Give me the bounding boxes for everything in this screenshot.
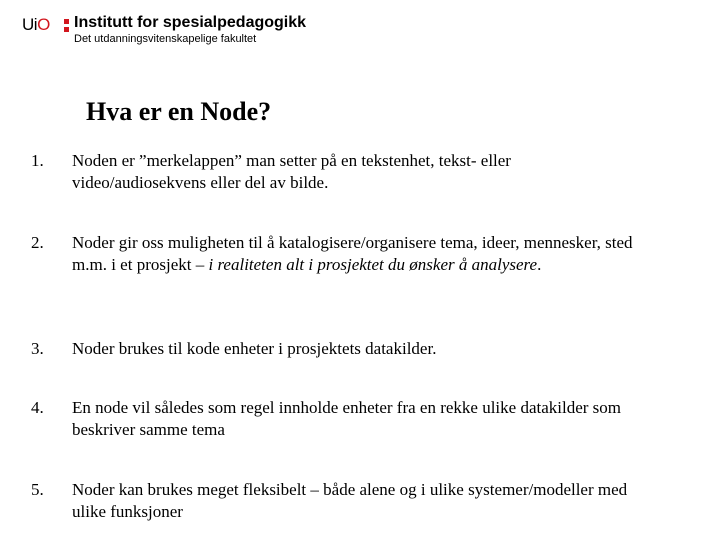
list-item-text-end: . [537,255,542,274]
list-item-text: Noder kan brukes meget fleksibelt – både alene og i ulike systemer/modeller med ulike funksjoner [72,480,628,521]
list-item-number: 1. [31,151,44,170]
page-title: Hva er en Node? [86,97,272,126]
logo-text-o: O [37,15,50,34]
list-item-number: 5. [31,480,44,499]
list-item-text: Noder brukes til kode enheter i prosjektets datakilder. [72,339,437,358]
list-item-text: En node vil således som regel innholde enheter fra en rekke ulike datakilder som beskriver samme tema [72,398,622,439]
list-item-text [72,232,642,276]
uio-logo [22,15,50,35]
list-item-number: 2. [31,233,44,252]
list-item-text: Noden er ”merkelappen” man setter på en tekstenhet, tekst- eller video/audiosekvens eller del av bilde. [72,151,511,192]
list-item-number: 3. [31,339,44,358]
list-item-text-italic: i realiteten alt i prosjektet du ønsker å analysere [208,255,538,274]
logo-separator-icon [61,18,73,33]
list-item-text-main: Noder gir oss muligheten til å katalogisere/organisere tema, ideer, mennesker, sted m.m. i et prosjekt – [72,233,633,274]
logo-text-ui: Ui [22,15,38,34]
list-item-number: 4. [31,398,44,417]
faculty-name: Det utdanningsvitenskapelige fakultet [74,33,257,45]
institute-name: Institutt for spesialpedagogikk [74,14,307,31]
